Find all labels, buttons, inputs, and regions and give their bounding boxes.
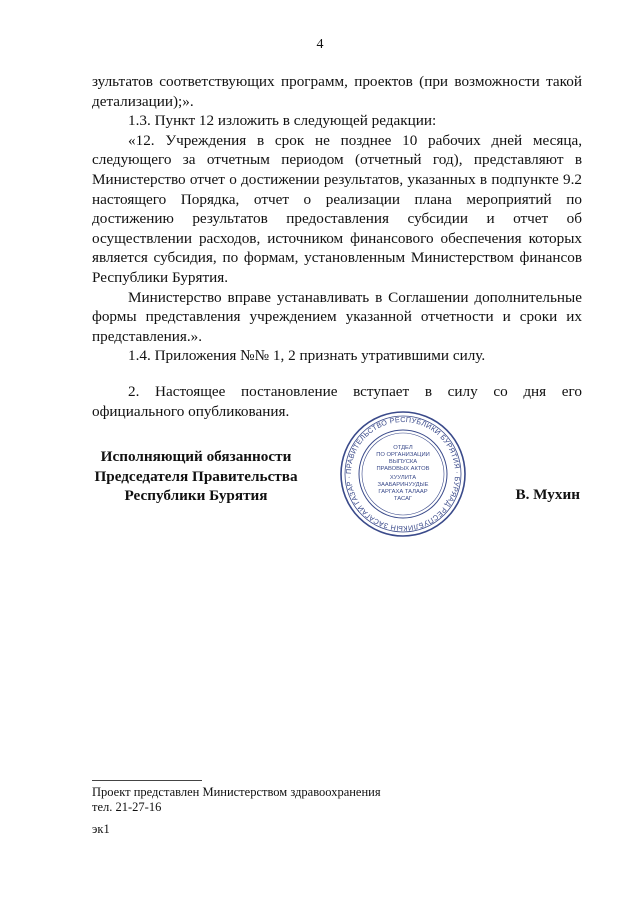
signatory-name: В. Мухин [515,486,580,503]
footer-submitted-by: Проект представлен Министерством здравоохранения [92,785,381,799]
signatory-title-line: Председателя Правительства [94,467,298,485]
svg-text:ПРАВОВЫХ АКТОВ: ПРАВОВЫХ АКТОВ [376,466,430,472]
svg-text:ТАСАГ: ТАСАГ [393,496,413,502]
paragraph-item-2: 2. Настоящее постановление вступает в силу со дня его официального опубликования. [92,382,582,420]
signatory-title-line: Исполняющий обязанности [100,448,292,465]
paragraph-item-1-4: 1.4. Приложения №№ 1, 2 признать утратившими силу. [128,347,486,365]
footer-divider [92,780,202,781]
paragraph-point-12: «12. Учреждения в срок не позднее 10 рабочих дней месяца, следующего за отчетным периодом (отчетный год), представляют в Министерство отчет о достижении результатов, указанных в подпункте 9.2 настоящего Порядка, отчет о реализации плана мероприятий по достижению результатов предоставления субсидии и отчет об осуществлении расходов, источником финансового обеспечения которых является субсидия, по формам, установленным Министерством финансов Республики Бурятия. [92,131,582,286]
paragraph-ministry-right: Министерство вправе устанавливать в Соглашении дополнительные формы представления учреждением указанной отчетности и сроки их представления.». [92,288,582,345]
page-number: 4 [316,37,324,52]
paragraph-continuation: зультатов соответствующих программ, проектов (при возможности такой детализации);». [92,73,582,110]
signatory-title-line: Республики Бурятия [124,487,268,505]
document-body [92,72,582,421]
svg-text:ГАРГАХА ТАЛААР: ГАРГАХА ТАЛААР [378,489,428,495]
svg-text:ПРАВИТЕЛЬСТВО РЕСПУБЛИКИ БУРЯТ: ПРАВИТЕЛЬСТВО РЕСПУБЛИКИ БУРЯТИЯ · БУРЯАД РЕСПУБЛИКЫН ЗАСАГАЙ ГАЗАР · [343,414,463,534]
svg-text:ВЫПУСКА: ВЫПУСКА [388,459,418,465]
svg-text:ОТДЕЛ: ОТДЕЛ [393,445,413,451]
svg-text:ПО ОРГАНИЗАЦИИ: ПО ОРГАНИЗАЦИИ [376,452,430,458]
signatory-title [80,447,312,506]
footer-code: эк1 [92,822,110,836]
paragraph-item-1-3: 1.3. Пункт 12 изложить в следующей редакции: [128,112,437,130]
signature-block [0,447,640,547]
svg-text:ЗААБАРИНУУДЫЕ: ЗААБАРИНУУДЫЕ [377,482,429,488]
svg-text:ХУУЛИТА: ХУУЛИТА [389,475,417,481]
footer-phone: тел. 21-27-16 [92,800,162,814]
footer-note [92,785,381,815]
